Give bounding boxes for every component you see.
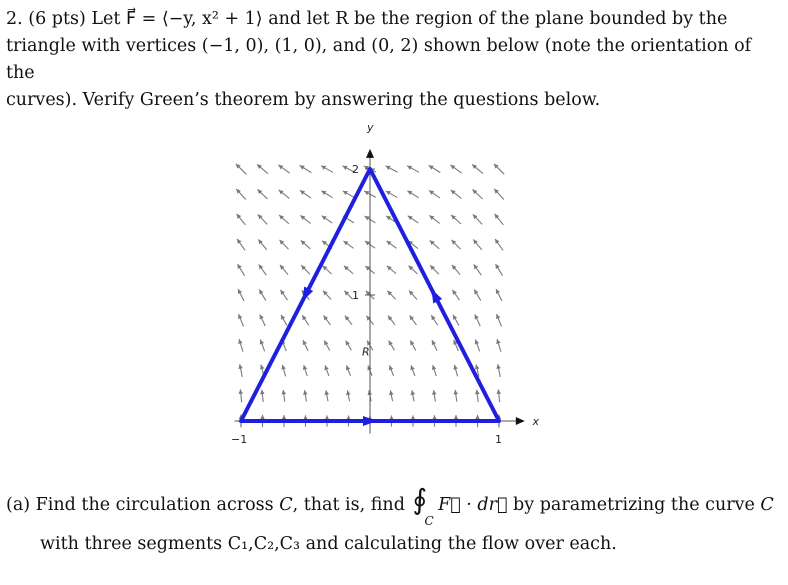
- part-a: [6, 482, 782, 558]
- field-arrowhead: [259, 264, 263, 269]
- y-axis-arrowhead: [366, 149, 374, 158]
- orientation-arrow: [431, 289, 442, 304]
- vector-field-figure: [205, 108, 555, 468]
- field-arrowhead: [322, 216, 327, 220]
- orientation-arrow: [302, 286, 313, 301]
- field-arrowhead: [346, 390, 351, 395]
- field-arrowhead: [497, 389, 502, 394]
- part-a-curve-2: C: [760, 495, 774, 515]
- field-arrowhead: [238, 364, 243, 369]
- field-arrowhead: [408, 216, 413, 220]
- tick-label-x-1: 1: [495, 433, 502, 446]
- field-arrowhead: [429, 190, 434, 194]
- integral-subscript: C: [424, 513, 434, 528]
- integrand: F⃗ · dr⃗: [438, 495, 508, 515]
- tick-label-y-1: 1: [352, 289, 359, 302]
- problem-line-3: curves). Verify Green’s theorem by answering the questions below.: [6, 90, 601, 110]
- part-a-suffix: by parametrizing the curve: [513, 495, 755, 515]
- x-axis-label: x: [532, 415, 540, 428]
- field-arrowhead: [496, 364, 501, 369]
- field-arrowhead: [300, 190, 305, 194]
- field-arrowhead: [432, 390, 437, 395]
- part-a-line-1: [6, 482, 782, 528]
- field-arrowhead: [260, 415, 265, 420]
- y-axis-label: y: [367, 121, 374, 135]
- x-axis-arrowhead: [516, 417, 525, 425]
- field-arrowhead: [237, 239, 241, 244]
- field-arrowhead: [278, 165, 283, 169]
- field-arrowhead: [475, 415, 480, 420]
- field-arrowhead: [411, 390, 416, 395]
- field-arrowhead: [389, 390, 394, 395]
- field-arrowhead: [324, 315, 328, 320]
- field-arrowhead: [365, 241, 370, 245]
- field-arrowhead: [495, 239, 499, 244]
- field-arrowhead: [303, 390, 308, 395]
- problem-statement: [6, 6, 782, 114]
- part-a-mid: , that is, find: [292, 495, 405, 515]
- problem-line-1: 2. (6 pts) Let F⃗ = ⟨−y, x² + 1⟩ and let R be the region of the plane bounded by the: [6, 9, 728, 29]
- part-a-line-2: with three segments C₁,C₂,C₃ and calculating the flow over each.: [40, 534, 617, 554]
- field-arrowhead: [239, 389, 244, 394]
- contour-integral-symbol: [410, 482, 434, 528]
- field-arrowhead: [475, 365, 479, 370]
- field-arrowhead: [450, 165, 455, 169]
- field-arrowhead: [410, 315, 414, 320]
- part-a-curve: C: [279, 495, 293, 515]
- orientation-arrows: [302, 286, 442, 426]
- field-arrowhead: [454, 415, 459, 420]
- integral-sign: ∮: [412, 482, 428, 516]
- vector-field-plot: [205, 108, 555, 468]
- part-a-prefix: (a) Find the circulation across: [6, 495, 274, 515]
- field-arrowhead: [343, 241, 348, 246]
- problem-line-2: triangle with vertices (−1, 0), (1, 0), and (0, 2) shown below (note the orientation of the: [6, 36, 752, 83]
- field-arrowhead: [325, 390, 330, 395]
- field-arrowhead: [386, 241, 391, 246]
- field-arrowhead: [452, 290, 456, 295]
- field-arrowhead: [280, 290, 284, 295]
- field-arrowhead: [260, 365, 264, 370]
- field-arrowhead: [282, 415, 287, 420]
- field-arrowhead: [474, 264, 478, 269]
- tick-label-x-neg1: −1: [231, 433, 248, 446]
- tick-label-y-2: 2: [352, 163, 359, 176]
- region-label: R: [362, 345, 370, 359]
